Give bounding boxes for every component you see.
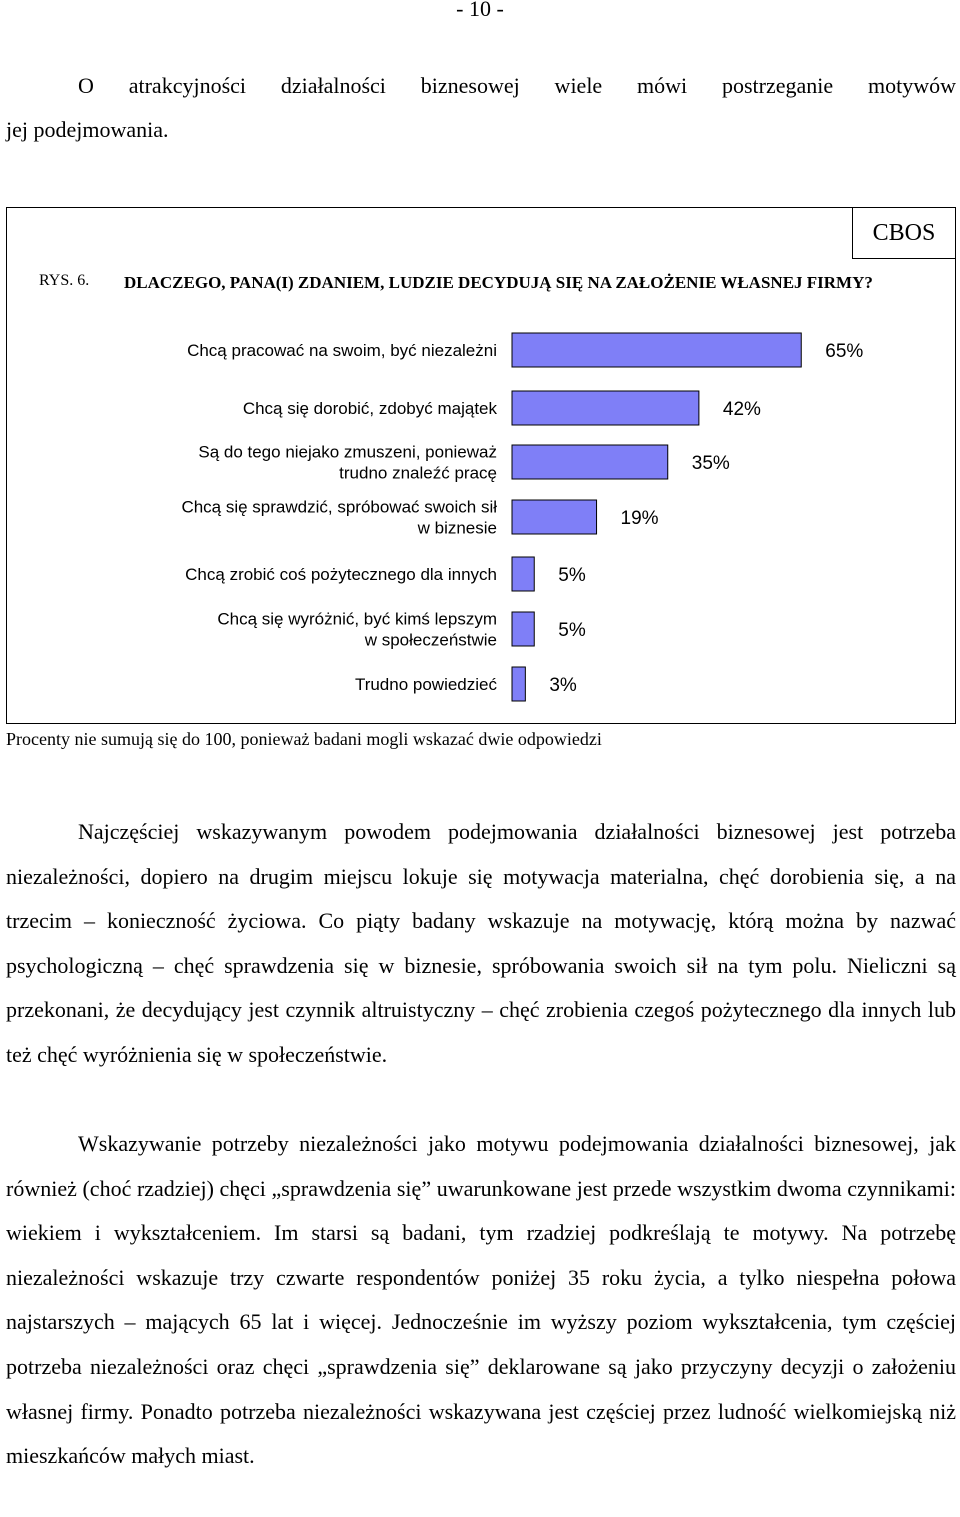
source-label: CBOS [852, 208, 955, 259]
paragraph-1-text: Najczęściej wskazywanym powodem podejmowania działalności biznesowej jest potrzeba niezależności, dopiero na drugim miejscu lokuje się motywacja materialna, chęć dorobienia się, a na trzecim – konieczność życiowa. Co piąty badany wskazuje na motywację, którą można by nazwać psychologiczną – chęć sprawdzenia się w biznesie, spróbowania swoich sił na tym polu. Nieliczni są przekonani, że decydujący jest czynnik altruistyczny – chęć zrobienia czegoś pożytecznego dla innych lub też chęć wyróżnienia się w społeczeństwie. [6, 819, 956, 1067]
figure-number: RYS. 6. [39, 272, 90, 289]
bar-chart [7, 208, 954, 722]
category-label-3: Są do tego niejako zmuszeni, ponieważ trudno znaleźć pracę [198, 442, 497, 483]
category-label-2: Chcą się dorobić, zdobyć majątek [242, 399, 497, 418]
bar-7 [512, 667, 525, 701]
category-label-7: Trudno powiedzieć [354, 675, 497, 694]
value-label-6: 5% [558, 620, 586, 641]
bar-4 [512, 500, 597, 534]
figure-title: DLACZEGO, PANA(I) ZDANIEM, LUDZIE DECYDUJĄ SIĘ NA ZAŁOŻENIE WŁASNEJ FIRMY? [124, 273, 873, 292]
bar-6 [512, 612, 534, 646]
body-paragraph-1 [6, 810, 956, 1078]
bar-1 [512, 333, 801, 367]
bar-3 [512, 445, 668, 479]
value-label-7: 3% [549, 675, 577, 696]
category-label-1: Chcą pracować na swoim, być niezależni [187, 341, 497, 360]
value-label-2: 42% [722, 399, 761, 420]
bar-5 [512, 557, 534, 591]
category-label-6: Chcą się wyróżnić, być kimś lepszym w społeczeństwie [217, 609, 497, 650]
figure-note: Procenty nie sumują się do 100, ponieważ badani mogli wskazać dwie odpowiedzi [6, 729, 602, 749]
figure-frame [6, 207, 956, 724]
page-number: - 10 - [456, 0, 504, 21]
intro-paragraph [6, 64, 956, 152]
bar-2 [512, 391, 699, 425]
value-label-1: 65% [825, 341, 864, 362]
paragraph-2-text: Wskazywanie potrzeby niezależności jako motywu podejmowania działalności biznesowej, jak również (choć rzadziej) chęci „sprawdzenia się” uwarunkowane jest przede wszystkim dwoma czynnikami: wiekiem i wykształceniem. Im starsi są badani, tym rzadziej podkreślają te motywy. Na potrzebę niezależności wskazuje trzy czwarte respondentów poniżej 35 roku życia, a tylko niespełna połowa najstarszych – mających 65 lat i więcej. Jednocześnie im wyższy poziom wykształcenia, tym częściej potrzeba niezależności oraz chęci „sprawdzenia się” deklarowane są jako przyczyny decyzji o założeniu własnej firmy. Ponadto potrzeba niezależności wskazywana jest częściej przez ludność wielkomiejską niż mieszkańców małych miast. [6, 1131, 956, 1469]
value-label-3: 35% [691, 453, 730, 474]
category-label-5: Chcą zrobić coś pożytecznego dla innych [185, 565, 497, 584]
value-label-5: 5% [558, 565, 586, 586]
value-label-4: 19% [620, 508, 659, 529]
category-label-4: Chcą się sprawdzić, spróbować swoich sił w biznesie [181, 497, 497, 538]
body-paragraph-2 [6, 1122, 956, 1479]
intro-line-2: jej podejmowania. [6, 117, 169, 142]
intro-line-1: O atrakcyjności działalności biznesowej wiele mówi postrzeganie motywów [78, 73, 956, 98]
